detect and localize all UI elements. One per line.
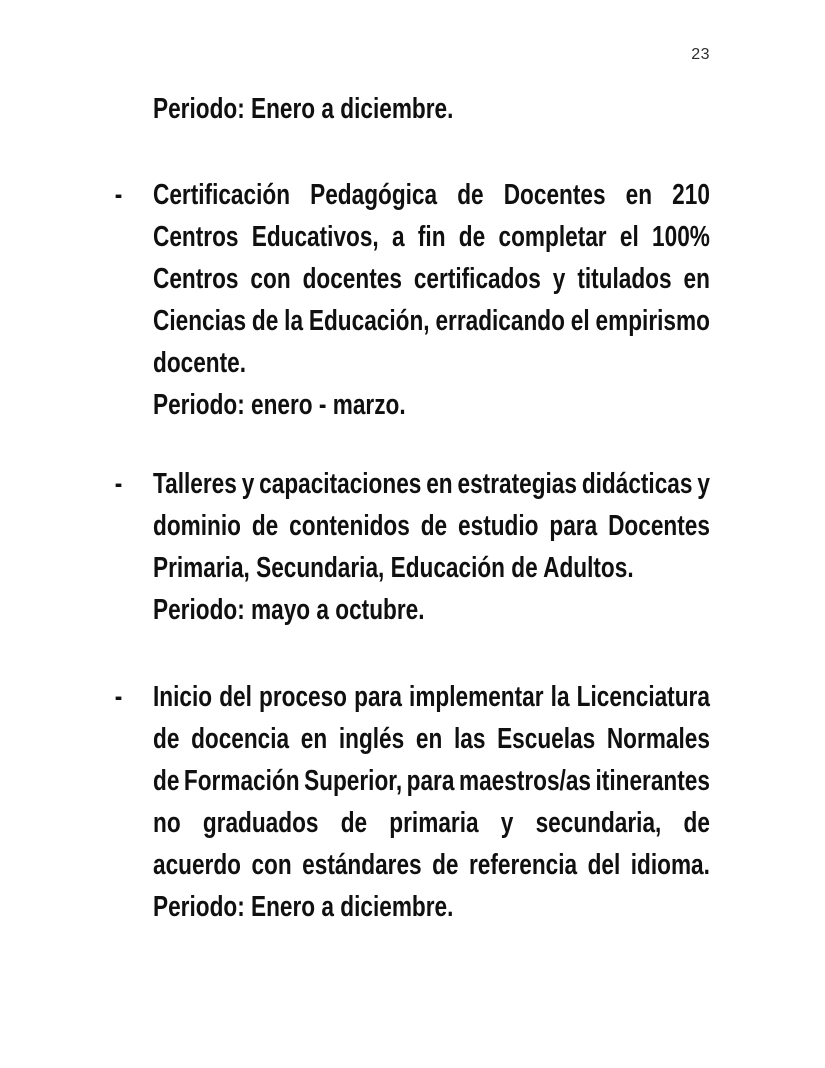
text-line: Centros Educativos, a fin de completar el 100% — [153, 221, 710, 253]
bullet-dash-icon: - — [114, 468, 123, 500]
paragraph-intro — [153, 88, 710, 130]
bullet-item-certificacion — [114, 174, 710, 426]
text-line: Periodo: mayo a octubre. — [153, 594, 425, 626]
page-number: 23 — [691, 46, 710, 63]
text-line: acuerdo con estándares de referencia del idioma. — [153, 849, 710, 881]
text-line: Periodo: Enero a diciembre. — [153, 93, 454, 125]
text-line: Talleres y capacitaciones en estrategias didácticas y — [153, 468, 710, 500]
text-line: Centros con docentes certificados y titulados en — [153, 263, 710, 295]
text-line: Periodo: Enero a diciembre. — [153, 891, 454, 923]
text-line: Inicio del proceso para implementar la Licenciatura — [153, 681, 710, 713]
text-line: Primaria, Secundaria, Educación de Adultos. — [153, 552, 634, 584]
text-line: de Formación Superior, para maestros/as itinerantes — [153, 765, 710, 797]
text-line: Periodo: enero - marzo. — [153, 389, 406, 421]
text-line: de docencia en inglés en las Escuelas Normales — [153, 723, 710, 755]
bullet-item-licenciatura — [114, 676, 710, 928]
text-line: docente. — [153, 347, 247, 379]
page-content — [114, 0, 710, 1068]
bullet-dash-icon: - — [114, 681, 123, 713]
bullet-dash-icon: - — [114, 179, 123, 211]
text-line: no graduados de primaria y secundaria, de — [153, 807, 710, 839]
text-line: Certificación Pedagógica de Docentes en 210 — [153, 179, 710, 211]
text-line: Ciencias de la Educación, erradicando el empirismo — [153, 305, 710, 337]
bullet-item-talleres — [114, 463, 710, 631]
text-line: dominio de contenidos de estudio para Docentes — [153, 510, 710, 542]
